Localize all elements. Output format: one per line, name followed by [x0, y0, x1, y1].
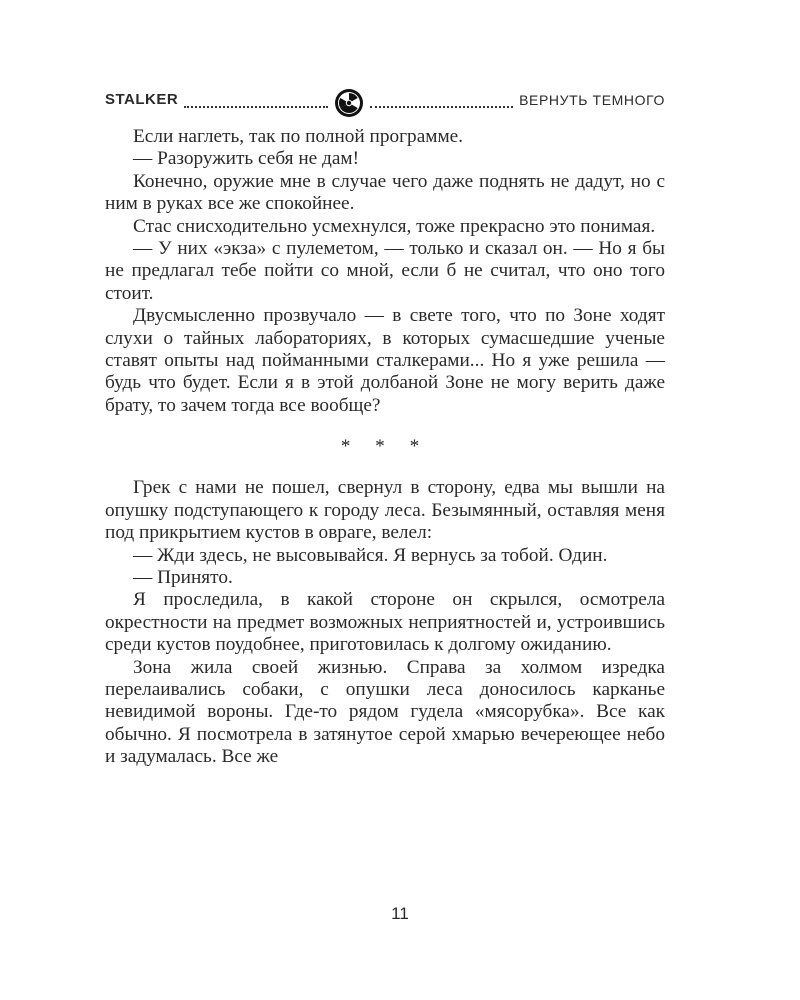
paragraph: Зона жила своей жизнью. Справа за холмом изредка перелаивались собаки, с опушки леса доносилось карканье невидимой вороны. Где-то рядом гудела «мясорубка». Все как обычно. Я посмотрела в затянутое серой хмарью вечереющее небо и задумалась. Все же: [105, 656, 665, 768]
header-dotted-rule-left: [184, 106, 327, 108]
paragraph: Если наглеть, так по полной программе.: [133, 126, 464, 147]
radiation-icon: [334, 88, 364, 118]
section-separator: * * *: [340, 436, 430, 458]
body-text: [105, 126, 665, 769]
series-title: STALKER: [105, 91, 179, 108]
paragraph: — Разоружить себя не дам!: [133, 148, 360, 170]
header-dotted-rule-right: [370, 106, 513, 108]
paragraph: Двусмысленно прозвучало — в свете того, что по Зоне ходят слухи о тайных лабораториях, в которых сумасшедшие ученые ставят опыты над пойманными сталкерами... Но я уже решила — будь что будет. Если я в этой долбаной Зоне не могу верить даже брату, то зачем тогда все вообще?: [105, 305, 665, 416]
running-header: [105, 86, 665, 112]
paragraph: Грек с нами не пошел, свернул в сторону, едва мы вышли на опушку подступающего к городу леса. Безымянный, оставляя меня под прикрытием кустов в овраге, велел:: [105, 477, 665, 544]
paragraph: Конечно, оружие мне в случае чего даже поднять не дадут, но с ним в руках все же спокойнее.: [105, 170, 665, 215]
paragraph: — У них «экза» с пулеметом, — только и сказал он. — Но я бы не предлагал тебе пойти со мной, если б не считал, что оно того стоит.: [105, 238, 665, 304]
paragraph: — Принято.: [133, 566, 233, 588]
book-title: ВЕРНУТЬ ТЕМНОГО: [519, 92, 665, 108]
paragraph: Стас снисходительно усмехнулся, тоже прекрасно это понимая.: [133, 215, 656, 237]
paragraph: Я проследила, в какой стороне он скрылся, осмотрела окрестности на предмет возможных неприятностей и, устроившись среди кустов поудобнее, приготовилась к долгому ожиданию.: [105, 589, 665, 656]
paragraph: — Жди здесь, не высовывайся. Я вернусь за тобой. Один.: [133, 544, 608, 566]
page-number: 11: [391, 904, 409, 923]
